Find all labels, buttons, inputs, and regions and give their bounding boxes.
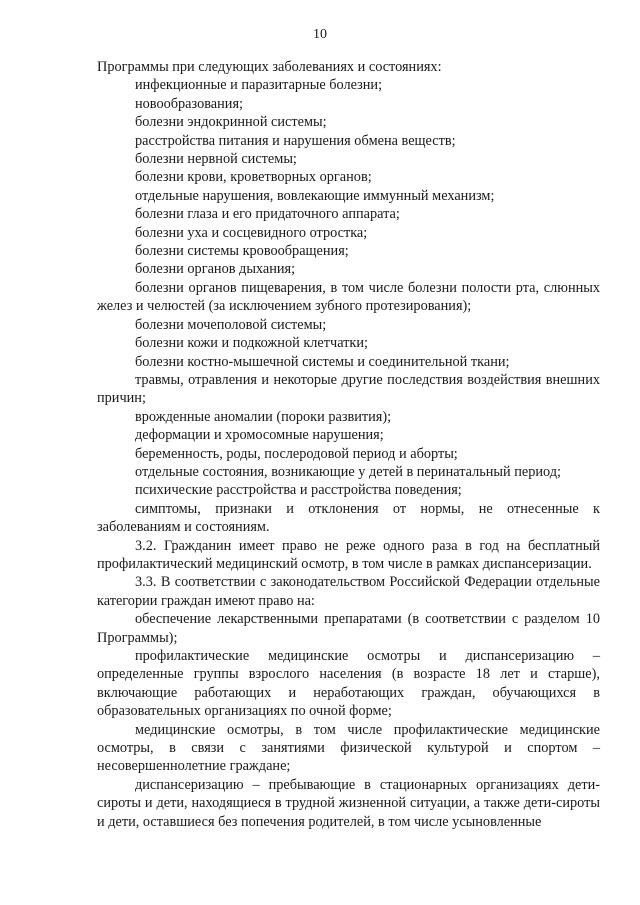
list-item: врожденные аномалии (пороки развития); (135, 408, 392, 425)
list-item: инфекционные и паразитарные болезни; (135, 77, 383, 94)
list-item: болезни кожи и подкожной клетчатки; (135, 335, 368, 352)
list-item: симптомы, признаки и отклонения от нормы, не отнесенные к заболеваниям и состояниям. (97, 500, 600, 536)
list-item: болезни органов пищеварения, в том числе болезни полости рта, слюнных желез и челюстей (за исключением зубного протезирования); (97, 279, 600, 315)
list-item: расстройства питания и нарушения обмена веществ; (135, 132, 456, 149)
list-item: травмы, отравления и некоторые другие последствия воздействия внешних причин; (97, 371, 600, 407)
list-item: беременность, роды, послеродовой период и аборты; (135, 445, 458, 462)
list-item: болезни органов дыхания; (135, 261, 296, 278)
list-item: болезни крови, кроветворных органов; (135, 169, 372, 186)
list-item: болезни мочеполовой системы; (135, 316, 327, 333)
list-item: отдельные состояния, возникающие у детей в перинатальный период; (135, 463, 562, 480)
list-item: отдельные нарушения, вовлекающие иммунный механизм; (135, 187, 495, 204)
list-item: профилактические медицинские осмотры и диспансеризацию – определенные группы взрослого населения (в возрасте 18 лет и старше), включающие работающих и неработающих граждан, обучающихся в образовательных организациях по очной форме; (97, 648, 600, 720)
list-item: обеспечение лекарственными препаратами (в соответствии с разделом 10 Программы); (97, 611, 600, 646)
list-item: психические расстройства и расстройства поведения; (135, 482, 462, 499)
paragraph-intro: Программы при следующих заболеваниях и состояниях: (97, 59, 442, 75)
list-item: медицинские осмотры, в том числе профилактические медицинские осмотры, в связи с занятиями физической культурой и спортом – несовершеннолетние граждане; (97, 721, 600, 775)
list-item: болезни системы кровообращения; (135, 243, 349, 260)
list-item: болезни нервной системы; (135, 151, 297, 168)
list-item: диспансеризацию – пребывающие в стационарных организациях дети-сироты и дети, находящиеся в трудной жизненной ситуации, а также дети-сироты и дети, оставшиеся без попечения родителей, в том числе усыновленные (97, 776, 600, 830)
list-item: болезни эндокринной системы; (135, 114, 327, 131)
list-item: болезни глаза и его придаточного аппарата; (135, 206, 400, 223)
list-item: новообразования; (135, 95, 243, 112)
paragraph-3-3: 3.3. В соответствии с законодательством Российской Федерации отдельные категории граждан имеют право на: (97, 574, 600, 609)
paragraph-3-2: 3.2. Гражданин имеет право не реже одного раза в год на бесплатный профилактический медицинский осмотр, в том числе в рамках диспансеризации. (97, 537, 600, 572)
document-body (97, 58, 600, 831)
list-item: деформации и хромосомные нарушения; (135, 427, 384, 444)
list-item: болезни уха и сосцевидного отростка; (135, 224, 368, 241)
page-number: 10 (313, 27, 327, 42)
list-item: болезни костно-мышечной системы и соединительной ткани; (135, 353, 510, 370)
